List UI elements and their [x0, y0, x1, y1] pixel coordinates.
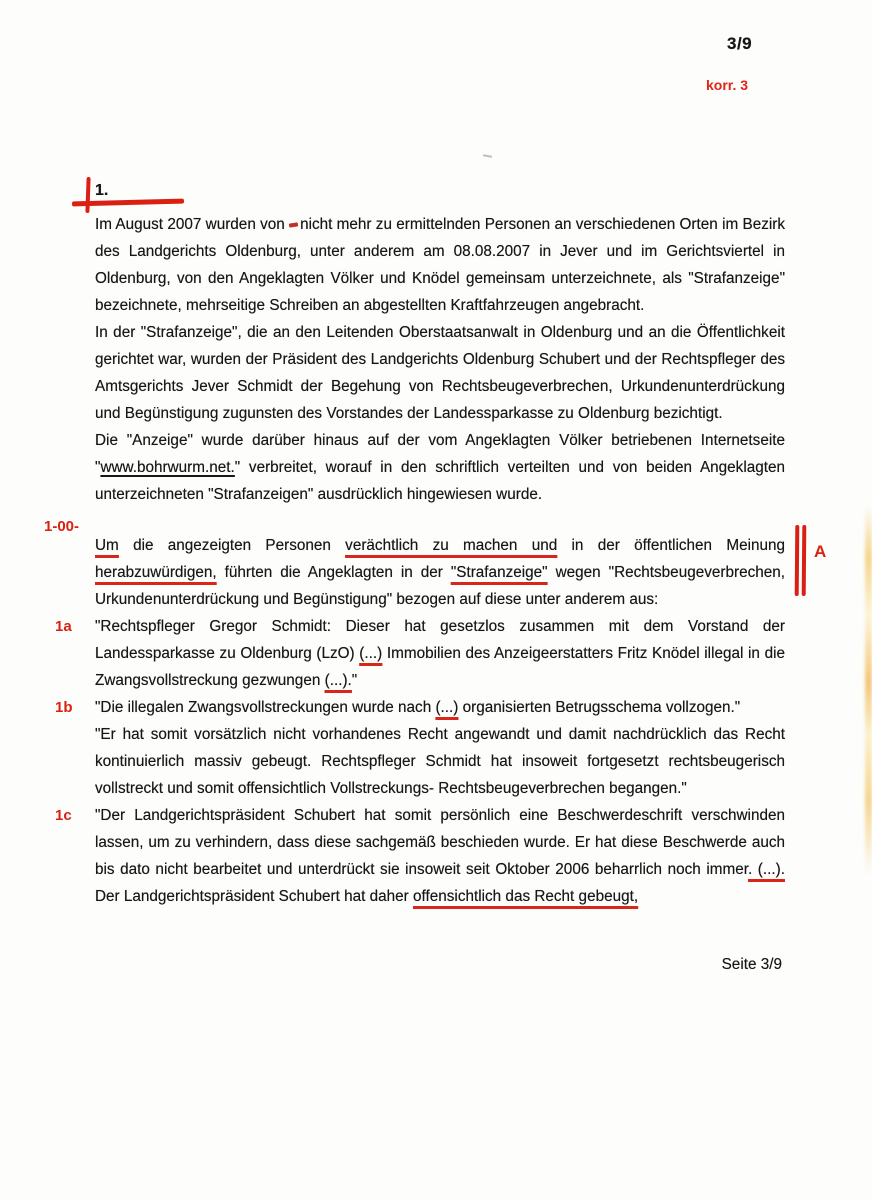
- paragraph-3: [95, 427, 785, 508]
- text-run: Immobilien des Anzeigeerstatters Fritz Knödel illegal in die Zwangsvollstreckung gezwungen: [95, 645, 785, 689]
- double-bar-icon: [802, 525, 806, 596]
- red-underline-text-run: "Strafanzeige": [450, 564, 548, 581]
- correction-note: korr. 3: [706, 77, 749, 93]
- text-run: "Die illegalen Zwangsvollstreckungen wurde nach: [95, 699, 436, 716]
- text-run: "Er hat somit vorsätzlich nicht vorhandenes Recht angewandt und damit nachdrücklich das Recht kontinuierlich massiv gebeugt. Rechtspfleger Schmidt hat insoweit fortgesetzt rechtsbeugerisch vollstreckt und somit offensichtlich Vollstreckungs- Rechtsbeugeverbrechen begangen.": [95, 726, 785, 797]
- text-run: In der "Strafanzeige", die an den Leitenden Oberstaatsanwalt in Oldenburg und an die Öffentlichkeit gerichtet war, wurden der Präsident des Landgerichts Oldenburg Schubert und der Rechtspfleger des Amtsgerichts Jever Schmidt der Begehung von Rechtsbeugeverbrechen, Urkundenunterdrückung und Begünstigung zugunsten des Vorstandes der Landessparkasse zu Oldenburg bezichtigt.: [95, 324, 785, 422]
- text-run: nicht mehr zu ermittelnden Personen an verschiedenen Orten im Bezirk des Landgerichts Oldenburg, unter anderem am 08.08.2007 in Jever und im Gerichtsviertel in Oldenburg, von den Angeklagten Völker und Knödel gemeinsam unterzeichnete, als "Strafanzeige" bezeichnete, mehrseitige Schreiben an abgestellten Kraftfahrzeugen angebracht.: [95, 216, 786, 314]
- red-underline-text-run: verächtlich zu machen und: [345, 537, 558, 554]
- section-heading: [95, 180, 785, 211]
- paragraph: [95, 721, 785, 802]
- annotated-item-1b: [55, 694, 785, 721]
- document-body: [44, 180, 827, 910]
- text-run: Im August 2007 wurden von: [95, 216, 290, 233]
- annotated-item-1c: [55, 802, 785, 910]
- section-number: 1.: [95, 182, 109, 199]
- red-underline-text-run: offensichtlich das Recht gebeugt,: [413, 888, 639, 905]
- red-underline-text-run: (...).: [324, 672, 352, 689]
- red-underline-text-run: (...): [435, 699, 459, 716]
- margin-label-1a: 1a: [55, 618, 72, 635]
- text-run: wegen "Rechtsbeugeverbrechen, Urkundenunterdrückung und Begünstigung" bezogen auf diese unter anderem aus:: [95, 564, 785, 608]
- double-bar-icon: [795, 525, 799, 596]
- scan-speck: [483, 154, 492, 157]
- text-run: organisierten Betrugsschema vollzogen.": [458, 699, 741, 716]
- margin-label-1-00: 1-00-: [44, 518, 80, 535]
- margin-label-1c: 1c: [55, 807, 72, 824]
- paragraph-2: [95, 319, 785, 427]
- red-underline-text-run: . (...).: [747, 861, 785, 878]
- margin-label-1b: 1b: [55, 699, 73, 716]
- text-run: führten die Angeklagten in der: [216, 564, 451, 581]
- page-number: 3/9: [727, 34, 753, 53]
- margin-letter-a: A: [814, 542, 827, 561]
- red-underline-text-run: Um: [95, 537, 119, 554]
- text-run: ": [351, 672, 358, 689]
- paragraph: [95, 532, 785, 613]
- text-run: die angezeigten Personen: [118, 537, 346, 554]
- text-run: Der Landgerichtspräsident Schubert hat daher: [95, 888, 414, 905]
- item-1b-continuation: [95, 721, 785, 802]
- black-underline-text-run: www.bohrwurm.net.: [100, 459, 235, 476]
- text-run: "Der Landgerichtspräsident Schubert hat somit persönlich eine Beschwerdeschrift verschwinden lassen, um zu verhindern, dass diese sachgemäß beschieden wurde. Er hat diese Beschwerde auch bis dato nicht bearbeitet und unterdrückt sie insoweit seit Oktober 2006 beharrlich noch immer: [95, 807, 785, 878]
- paragraph: [95, 613, 785, 694]
- text-run: Die "Anzeige" wurde darüber hinaus auf der vom Angeklagten Völker betriebenen Internetseite ": [95, 432, 785, 476]
- red-cross-mark-vertical: [85, 177, 90, 213]
- paragraph: [95, 802, 785, 910]
- annotated-item-1a: [55, 613, 785, 694]
- text-run: "Rechtspfleger Gregor Schmidt: Dieser hat gesetzlos zusammen mit dem Vorstand der Landessparkasse zu Oldenburg (LzO): [95, 618, 785, 662]
- insertion-mark: [289, 222, 298, 227]
- paragraph-1: [95, 211, 785, 319]
- text-run: in der öffentlichen Meinung: [557, 537, 786, 554]
- red-underline-text-run: herabzuwürdigen,: [95, 564, 217, 581]
- annotated-item-1-00: [44, 518, 827, 613]
- red-underline-text-run: (...): [359, 645, 383, 662]
- page-footer: Seite 3/9: [721, 956, 782, 973]
- scanner-streak-artifact: [865, 505, 872, 875]
- right-margin-annotation: [795, 525, 826, 596]
- text-run: " verbreitet, worauf in den schriftlich verteilten und von beiden Angeklagten unterzeichneten "Strafanzeigen" ausdrücklich hingewiesen wurde.: [95, 459, 785, 503]
- paragraph: [95, 694, 785, 721]
